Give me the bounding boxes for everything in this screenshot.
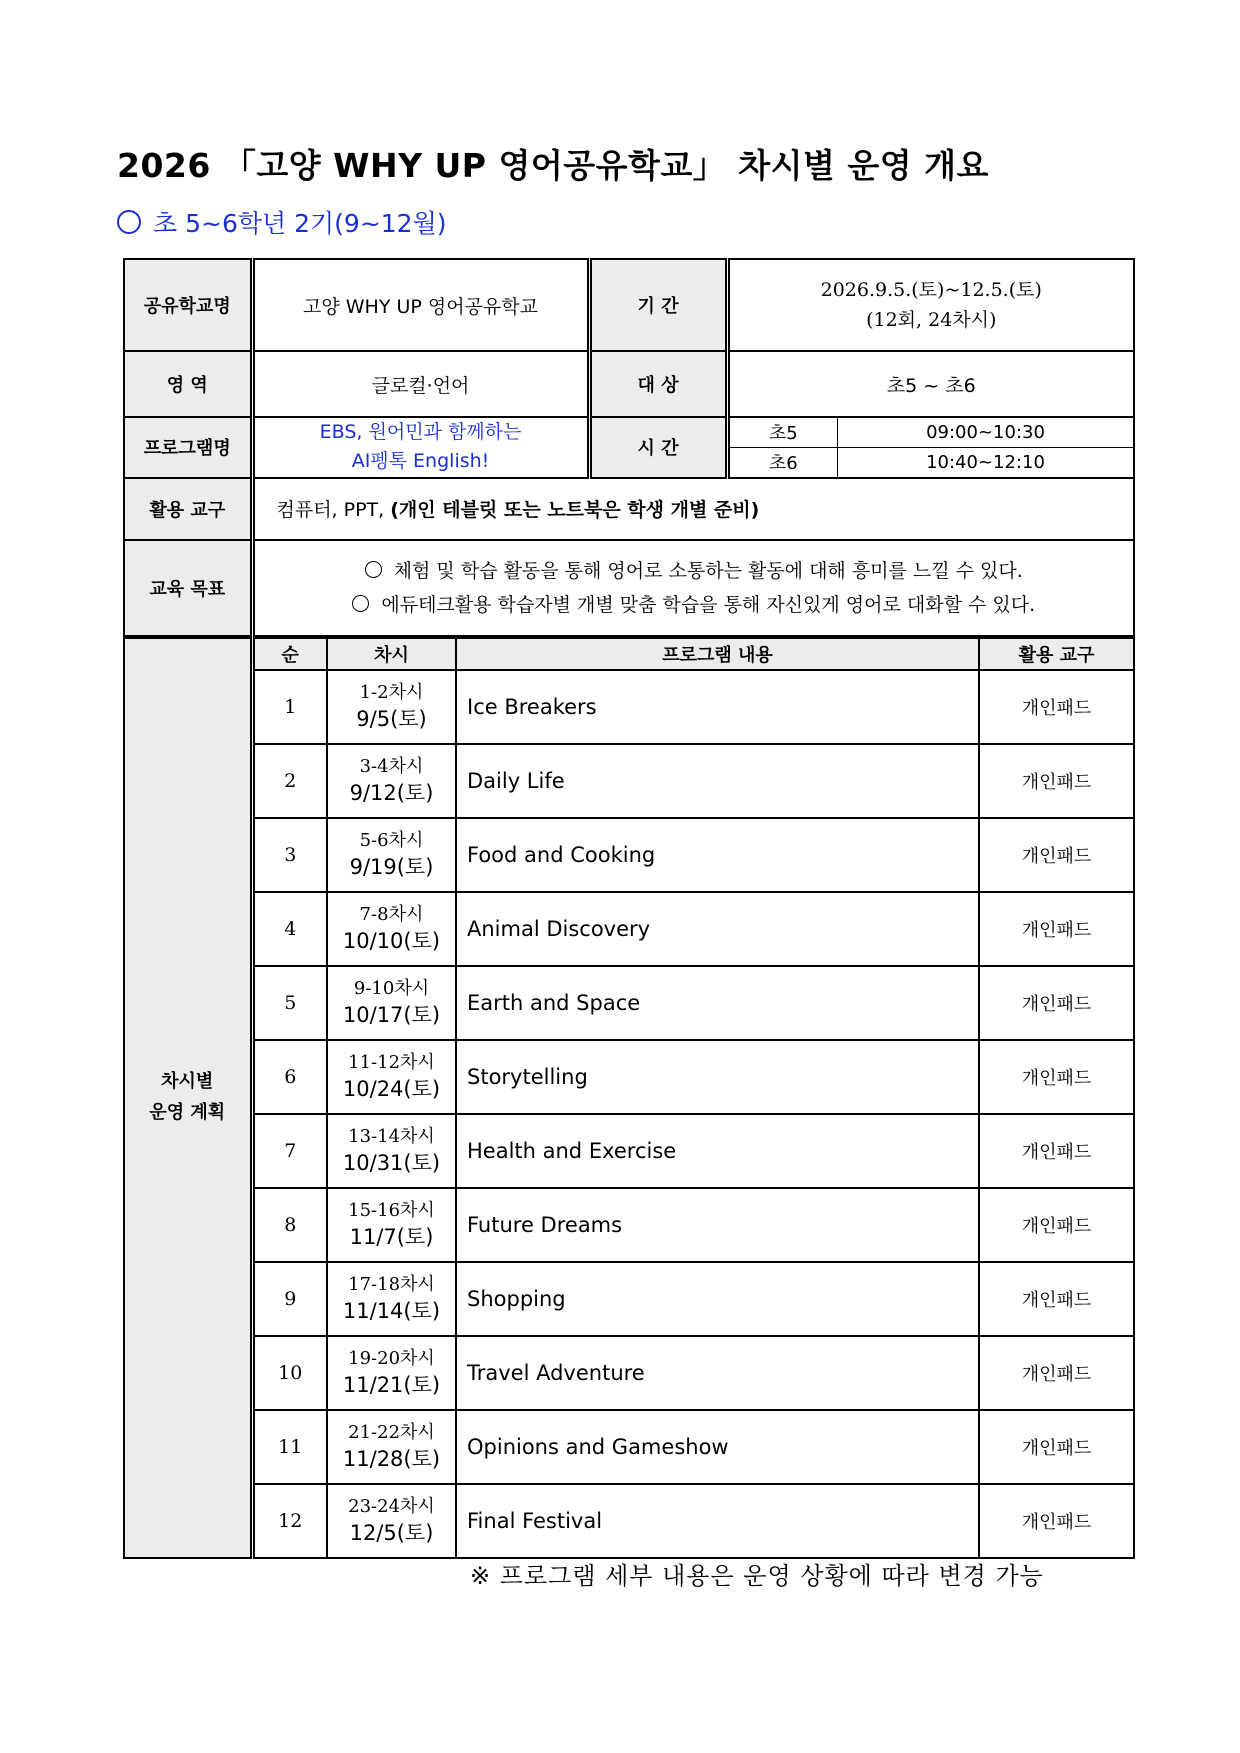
row-tool: 개인패드 [979, 1188, 1134, 1262]
row-tool: 개인패드 [979, 1484, 1134, 1558]
target-value: 초5 ~ 초6 [727, 351, 1134, 417]
period-count: (12회, 24차시) [866, 309, 997, 331]
goal-list [252, 540, 1134, 636]
row-number: 9 [252, 1262, 327, 1336]
target-label: 대 상 [589, 351, 727, 417]
row-session [327, 1336, 456, 1410]
page-subtitle [117, 204, 446, 240]
header-no: 순 [252, 638, 327, 670]
table-row [124, 1040, 1134, 1114]
time-table [730, 418, 1134, 477]
time-grade: 초5 [730, 418, 838, 447]
session-range: 11-12차시 [348, 1051, 435, 1073]
session-range: 13-14차시 [348, 1125, 435, 1147]
session-date: 12/5(토) [349, 1520, 434, 1545]
period-dates: 2026.9.5.(토)~12.5.(토) [820, 278, 1042, 301]
session-range: 21-22차시 [348, 1421, 435, 1443]
row-tool: 개인패드 [979, 966, 1134, 1040]
row-content: Daily Life [456, 744, 979, 818]
session-date: 11/7(토) [349, 1224, 434, 1249]
table-row [124, 892, 1134, 966]
session-range: 7-8차시 [359, 903, 424, 925]
period-label: 기 간 [589, 259, 727, 351]
time-range: 09:00~10:30 [838, 418, 1134, 447]
row-tool: 개인패드 [979, 1410, 1134, 1484]
row-session [327, 1410, 456, 1484]
row-session [327, 670, 456, 744]
row-session [327, 1262, 456, 1336]
row-number: 2 [252, 744, 327, 818]
table-row [124, 1188, 1134, 1262]
program-label: 프로그램명 [124, 417, 252, 478]
tools-value [252, 478, 1134, 540]
row-session [327, 1484, 456, 1558]
plan-label-line2: 운영 계획 [149, 1102, 226, 1123]
row-tool: 개인패드 [979, 670, 1134, 744]
tools-label: 활용 교구 [124, 478, 252, 540]
session-range: 17-18차시 [348, 1273, 435, 1295]
row-session [327, 1114, 456, 1188]
row-content: Future Dreams [456, 1188, 979, 1262]
row-content: Animal Discovery [456, 892, 979, 966]
session-range: 23-24차시 [348, 1495, 435, 1517]
session-range: 3-4차시 [359, 755, 424, 777]
plan-label [124, 638, 252, 1558]
table-row [124, 1336, 1134, 1410]
row-tool: 개인패드 [979, 1114, 1134, 1188]
row-number: 7 [252, 1114, 327, 1188]
row-session [327, 892, 456, 966]
row-content: Food and Cooking [456, 818, 979, 892]
time-grade: 초6 [730, 447, 838, 476]
school-label: 공유학교명 [124, 259, 252, 351]
session-date: 10/31(토) [342, 1150, 441, 1175]
row-content: Final Festival [456, 1484, 979, 1558]
row-content: Shopping [456, 1262, 979, 1336]
row-number: 3 [252, 818, 327, 892]
row-content: Earth and Space [456, 966, 979, 1040]
circle-bullet-icon [352, 595, 369, 612]
footnote: ※ 프로그램 세부 내용은 운영 상황에 따라 변경 가능 [470, 1562, 1044, 1590]
header-session: 차시 [327, 638, 456, 670]
session-date: 9/5(토) [356, 706, 427, 731]
table-row [124, 966, 1134, 1040]
row-content: Health and Exercise [456, 1114, 979, 1188]
area-label: 영 역 [124, 351, 252, 417]
session-date: 11/14(토) [342, 1298, 441, 1323]
goal-label: 교육 목표 [124, 540, 252, 636]
program-overview-table [123, 258, 1135, 637]
time-cell [727, 417, 1134, 478]
time-label: 시 간 [589, 417, 727, 478]
row-tool: 개인패드 [979, 818, 1134, 892]
school-value: 고양 WHY UP 영어공유학교 [252, 259, 589, 351]
header-tool: 활용 교구 [979, 638, 1134, 670]
session-range: 1-2차시 [359, 681, 424, 703]
session-date: 11/28(토) [342, 1446, 441, 1471]
tools-note: (개인 테블릿 또는 노트북은 학생 개별 준비) [390, 499, 760, 522]
time-range: 10:40~12:10 [838, 447, 1134, 476]
row-content: Storytelling [456, 1040, 979, 1114]
row-session [327, 818, 456, 892]
row-tool: 개인패드 [979, 1040, 1134, 1114]
plan-label-line1: 차시별 [161, 1071, 214, 1093]
table-row [124, 1410, 1134, 1484]
row-number: 4 [252, 892, 327, 966]
session-range: 15-16차시 [348, 1199, 435, 1221]
row-number: 11 [252, 1410, 327, 1484]
table-row [124, 670, 1134, 744]
session-date: 10/10(토) [342, 928, 441, 953]
row-tool: 개인패드 [979, 1336, 1134, 1410]
table-row [124, 1484, 1134, 1558]
row-session [327, 966, 456, 1040]
session-date: 11/21(토) [342, 1372, 441, 1397]
header-content: 프로그램 내용 [456, 638, 979, 670]
row-number: 10 [252, 1336, 327, 1410]
subtitle-text: 초 5~6학년 2기(9~12월) [153, 209, 447, 238]
table-row [124, 744, 1134, 818]
row-session [327, 1188, 456, 1262]
row-session [327, 744, 456, 818]
row-number: 12 [252, 1484, 327, 1558]
session-date: 10/24(토) [342, 1076, 441, 1101]
goal-item: 체험 및 학습 활동을 통해 영어로 소통하는 활동에 대해 흥미를 느낄 수 있다. [255, 554, 1134, 588]
row-number: 8 [252, 1188, 327, 1262]
row-content: Opinions and Gameshow [456, 1410, 979, 1484]
circle-bullet-icon [117, 210, 141, 234]
row-number: 5 [252, 966, 327, 1040]
table-row [124, 818, 1134, 892]
area-value: 글로컬·언어 [252, 351, 589, 417]
page-title: 2026 「고양 WHY UP 영어공유학교」 차시별 운영 개요 [117, 146, 989, 185]
session-range: 19-20차시 [348, 1347, 435, 1369]
program-value [252, 417, 589, 478]
program-name-line1: EBS, 원어민과 함께하는 [319, 421, 522, 443]
session-range: 9-10차시 [353, 977, 430, 999]
goal-item: 에듀테크활용 학습자별 개별 맞춤 학습을 통해 자신있게 영어로 대화할 수 있다. [255, 588, 1134, 622]
row-tool: 개인패드 [979, 744, 1134, 818]
session-date: 9/19(토) [349, 854, 434, 879]
row-session [327, 1040, 456, 1114]
row-number: 1 [252, 670, 327, 744]
period-value [727, 259, 1134, 351]
row-content: Travel Adventure [456, 1336, 979, 1410]
program-name-line2: AI펭톡 English! [351, 450, 490, 473]
row-tool: 개인패드 [979, 892, 1134, 966]
row-number: 6 [252, 1040, 327, 1114]
row-tool: 개인패드 [979, 1262, 1134, 1336]
session-date: 9/12(토) [349, 780, 434, 805]
session-plan-table [123, 637, 1135, 1559]
table-row [124, 1114, 1134, 1188]
tools-text: 컴퓨터, PPT, [276, 499, 391, 522]
session-date: 10/17(토) [342, 1002, 441, 1027]
row-content: Ice Breakers [456, 670, 979, 744]
table-row [124, 1262, 1134, 1336]
circle-bullet-icon [365, 561, 382, 578]
session-range: 5-6차시 [359, 829, 424, 851]
